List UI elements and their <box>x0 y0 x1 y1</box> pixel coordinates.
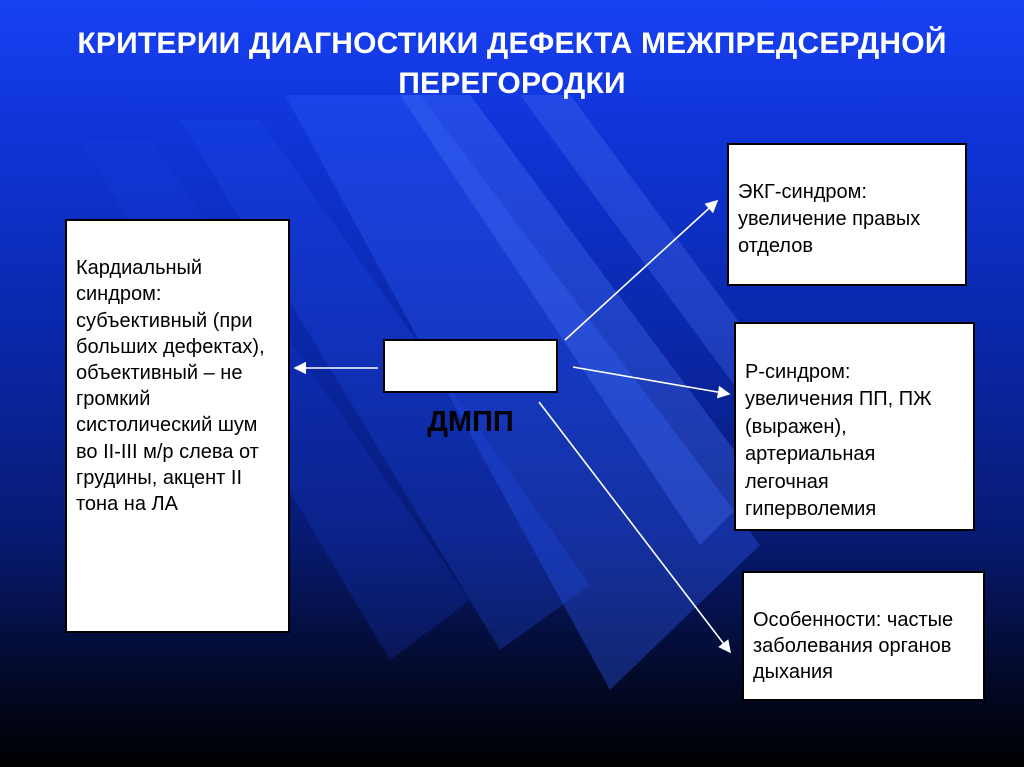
arrow-to-ecg <box>565 201 717 340</box>
center-node-box <box>383 339 558 438</box>
p-syndrome-text: Р-синдром: увеличения ПП, ПЖ (выражен), артериальная легочная гиперволемия <box>745 360 932 520</box>
features-text: Особенности: частые заболевания органов дыхания <box>753 609 954 683</box>
title-line-1: КРИТЕРИИ ДИАГНОСТИКИ ДЕФЕКТА МЕЖПРЕДСЕРДНОЙ <box>77 27 947 60</box>
center-node-label: ДМПП <box>427 406 514 438</box>
arrow-to-features <box>539 402 730 652</box>
features-box <box>742 571 985 701</box>
cardiac-syndrome-text: Кардиальный синдром: субъективный (при больших дефектах), объективный – не громкий систолический шум во II-III м/р слева от грудины, акцент II тона на ЛА <box>76 257 265 516</box>
ecg-syndrome-text: ЭКГ-синдром: увеличение правых отделов <box>738 181 921 257</box>
p-syndrome-box <box>734 322 975 531</box>
title-line-2: ПЕРЕГОРОДКИ <box>398 67 626 100</box>
cardiac-syndrome-box <box>65 219 290 633</box>
ecg-syndrome-box <box>727 143 967 286</box>
arrow-to-p-syndrome <box>573 367 729 394</box>
